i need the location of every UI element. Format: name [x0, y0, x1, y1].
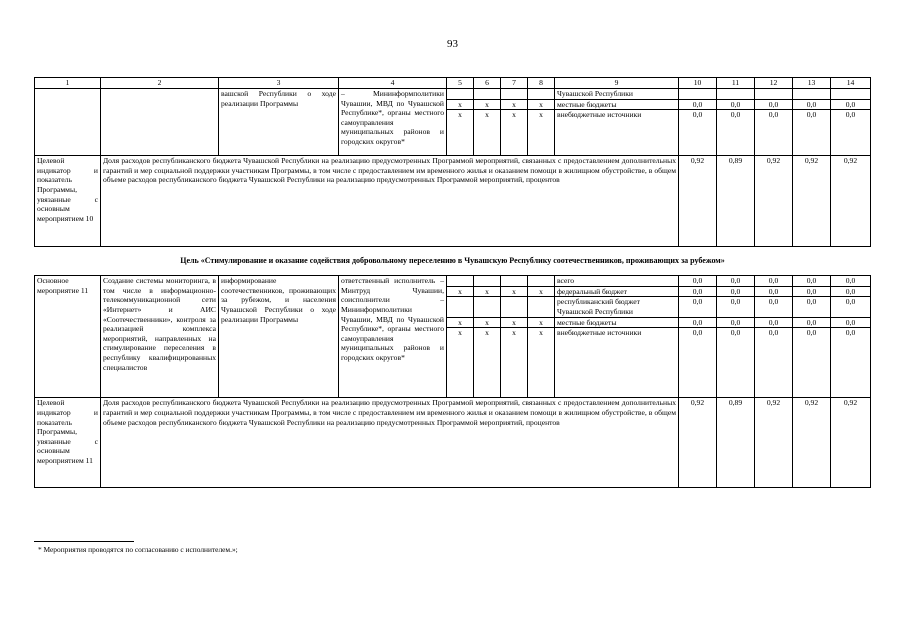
- value-cell: [755, 89, 793, 100]
- code-cell: x: [528, 286, 555, 297]
- code-cell: x: [528, 328, 555, 338]
- executor-cell: – Мининформполитики Чувашии, МВД по Чувашской Республике*, органы местного самоуправления муниципальных районов и городских округов*: [339, 89, 447, 156]
- value-cell: 0,0: [755, 317, 793, 328]
- value-cell: 0,0: [679, 286, 717, 297]
- footnote-divider: [34, 541, 134, 542]
- indicator-row: [35, 398, 871, 488]
- value-cell: 0,0: [717, 328, 755, 338]
- funding-source: местные бюджеты: [555, 99, 679, 110]
- funding-source: местные бюджеты: [555, 317, 679, 328]
- goal-title: Цель «Стимулирование и оказание содействия добровольному переселению в Чувашскую Республику соотечественников, проживающих за рубежом»: [35, 247, 871, 276]
- value-cell: [793, 89, 831, 100]
- event-name-cell: [101, 89, 219, 156]
- indicator-row: [35, 156, 871, 247]
- code-cell: [447, 297, 474, 317]
- executor-cell: ответственный исполнитель – Минтруд Чувашии, соисполнители – Мининформполитики Чувашии, МВД по Чувашской Республике*, органы местного самоуправления муниципальных районов и городских округов*: [339, 276, 447, 398]
- code-cell: [528, 89, 555, 100]
- value-cell: 0,0: [755, 297, 793, 317]
- code-cell: x: [474, 99, 501, 110]
- code-cell: [447, 276, 474, 287]
- empty-cell: [717, 338, 755, 398]
- value-cell: 0,0: [679, 99, 717, 110]
- code-cell: [528, 276, 555, 287]
- value-cell: 0,92: [755, 398, 793, 488]
- code-cell: [447, 89, 474, 100]
- empty-cell: [447, 120, 474, 156]
- value-cell: 0,0: [831, 276, 871, 287]
- event-cell: [35, 89, 101, 156]
- value-cell: [679, 89, 717, 100]
- value-cell: 0,0: [717, 317, 755, 328]
- value-cell: 0,0: [793, 286, 831, 297]
- funding-source: внебюджетные источники: [555, 110, 679, 120]
- value-cell: 0,0: [831, 328, 871, 338]
- empty-cell: [555, 120, 679, 156]
- header-cell: 3: [219, 78, 339, 89]
- value-cell: [717, 89, 755, 100]
- empty-cell: [501, 120, 528, 156]
- event-cell: Основное мероприятие 11: [35, 276, 101, 398]
- code-cell: [501, 276, 528, 287]
- header-cell: 4: [339, 78, 447, 89]
- value-cell: 0,92: [831, 398, 871, 488]
- value-cell: 0,0: [831, 297, 871, 317]
- program-table: [34, 77, 871, 488]
- empty-cell: [793, 338, 831, 398]
- value-cell: 0,0: [755, 286, 793, 297]
- empty-cell: [474, 120, 501, 156]
- code-cell: x: [501, 328, 528, 338]
- empty-cell: [679, 338, 717, 398]
- page-number: 93: [447, 38, 458, 50]
- value-cell: 0,0: [717, 297, 755, 317]
- header-cell: 6: [474, 78, 501, 89]
- value-cell: 0,0: [717, 99, 755, 110]
- empty-cell: [555, 338, 679, 398]
- code-cell: x: [474, 110, 501, 120]
- funding-source: федеральный бюджет: [555, 286, 679, 297]
- empty-cell: [528, 120, 555, 156]
- value-cell: 0,0: [679, 110, 717, 120]
- empty-cell: [474, 338, 501, 398]
- expected-result-cell: вашской Республики о ходе реализации Программы: [219, 89, 339, 156]
- code-cell: x: [474, 286, 501, 297]
- empty-cell: [755, 120, 793, 156]
- value-cell: 0,0: [679, 328, 717, 338]
- footnote: * Мероприятия проводятся по согласованию с исполнителем.»;: [38, 545, 238, 554]
- value-cell: 0,0: [831, 99, 871, 110]
- empty-cell: [831, 338, 871, 398]
- empty-cell: [755, 338, 793, 398]
- value-cell: 0,0: [679, 317, 717, 328]
- code-cell: x: [501, 317, 528, 328]
- header-row: [35, 78, 871, 89]
- code-cell: x: [447, 110, 474, 120]
- header-cell: 2: [101, 78, 219, 89]
- header-cell: 12: [755, 78, 793, 89]
- table-row: [35, 89, 871, 100]
- code-cell: x: [501, 286, 528, 297]
- funding-source: всего: [555, 276, 679, 287]
- header-cell: 10: [679, 78, 717, 89]
- empty-cell: [793, 120, 831, 156]
- code-cell: [474, 297, 501, 317]
- header-cell: 13: [793, 78, 831, 89]
- value-cell: 0,0: [831, 110, 871, 120]
- code-cell: [474, 89, 501, 100]
- value-cell: 0,0: [831, 317, 871, 328]
- expected-result-cell: информирование соотечественников, проживающих за рубежом, и населения Чувашской Республики о ходе реализации Программы: [219, 276, 339, 398]
- header-cell: 11: [717, 78, 755, 89]
- value-cell: 0,89: [717, 398, 755, 488]
- code-cell: x: [447, 99, 474, 110]
- code-cell: x: [447, 286, 474, 297]
- value-cell: [831, 89, 871, 100]
- value-cell: 0,92: [831, 156, 871, 247]
- value-cell: 0,0: [755, 99, 793, 110]
- value-cell: 0,0: [755, 110, 793, 120]
- value-cell: 0,0: [755, 276, 793, 287]
- code-cell: x: [528, 317, 555, 328]
- header-cell: 14: [831, 78, 871, 89]
- indicator-label: Целевой индикатор и показатель Программы, увязанные с основным мероприятием 10: [35, 156, 101, 247]
- code-cell: x: [447, 317, 474, 328]
- header-cell: 7: [501, 78, 528, 89]
- value-cell: 0,0: [793, 317, 831, 328]
- header-cell: 1: [35, 78, 101, 89]
- empty-cell: [447, 338, 474, 398]
- event-name-cell: Создание системы мониторинга, в том числе в информационно-телекоммуникационной сети «Интернет» и АИС «Соотечественники», контроля за реализацией комплекса мероприятий, направленных на стимулирование переселения в республику квалифицированных специалистов: [101, 276, 219, 398]
- value-cell: 0,0: [717, 286, 755, 297]
- value-cell: 0,0: [793, 328, 831, 338]
- empty-cell: [717, 120, 755, 156]
- empty-cell: [501, 338, 528, 398]
- value-cell: 0,92: [793, 156, 831, 247]
- value-cell: 0,0: [679, 276, 717, 287]
- empty-cell: [679, 120, 717, 156]
- indicator-label: Целевой индикатор и показатель Программы, увязанные с основным мероприятием 11: [35, 398, 101, 488]
- funding-source: внебюджетные источники: [555, 328, 679, 338]
- value-cell: 0,0: [831, 286, 871, 297]
- value-cell: 0,0: [717, 276, 755, 287]
- value-cell: 0,0: [755, 328, 793, 338]
- code-cell: x: [474, 317, 501, 328]
- value-cell: 0,92: [679, 398, 717, 488]
- value-cell: 0,0: [793, 99, 831, 110]
- header-cell: 9: [555, 78, 679, 89]
- value-cell: 0,0: [793, 110, 831, 120]
- value-cell: 0,0: [793, 297, 831, 317]
- code-cell: x: [528, 110, 555, 120]
- code-cell: x: [447, 328, 474, 338]
- value-cell: 0,92: [755, 156, 793, 247]
- code-cell: [474, 276, 501, 287]
- value-cell: 0,0: [679, 297, 717, 317]
- header-cell: 5: [447, 78, 474, 89]
- table-row: [35, 276, 871, 287]
- code-cell: [501, 297, 528, 317]
- value-cell: 0,0: [717, 110, 755, 120]
- header-cell: 8: [528, 78, 555, 89]
- code-cell: x: [474, 328, 501, 338]
- indicator-text: Доля расходов республиканского бюджета Чувашской Республики на реализацию предусмотренных Программой мероприятий, связанных с предоставлением дополнительных гарантий и мер социальной поддержки участникам Программы, в том числе с предоставлением им временного жилья и оказанием помощи в жилищном обустройстве, в общем объеме расходов республиканского бюджета Чувашской Республики на реализацию предусмотренных Программой мероприятий, процентов: [101, 398, 679, 488]
- funding-source: Чувашской Республики: [555, 89, 679, 100]
- empty-cell: [831, 120, 871, 156]
- code-cell: x: [528, 99, 555, 110]
- code-cell: x: [501, 110, 528, 120]
- code-cell: [528, 297, 555, 317]
- value-cell: 0,92: [793, 398, 831, 488]
- value-cell: 0,92: [679, 156, 717, 247]
- funding-source: республиканский бюджет Чувашской Республики: [555, 297, 679, 317]
- value-cell: 0,0: [793, 276, 831, 287]
- code-cell: [501, 89, 528, 100]
- indicator-text: Доля расходов республиканского бюджета Чувашской Республики на реализацию предусмотренных Программой мероприятий, связанных с предоставлением дополнительных гарантий и мер социальной поддержки участникам Программы, в том числе с предоставлением им временного жилья и оказанием помощи в жилищном обустройстве, в общем объеме расходов республиканского бюджета Чувашской Республики на реализацию предусмотренных Программой мероприятий, процентов: [101, 156, 679, 247]
- goal-row: [35, 247, 871, 276]
- value-cell: 0,89: [717, 156, 755, 247]
- code-cell: x: [501, 99, 528, 110]
- empty-cell: [528, 338, 555, 398]
